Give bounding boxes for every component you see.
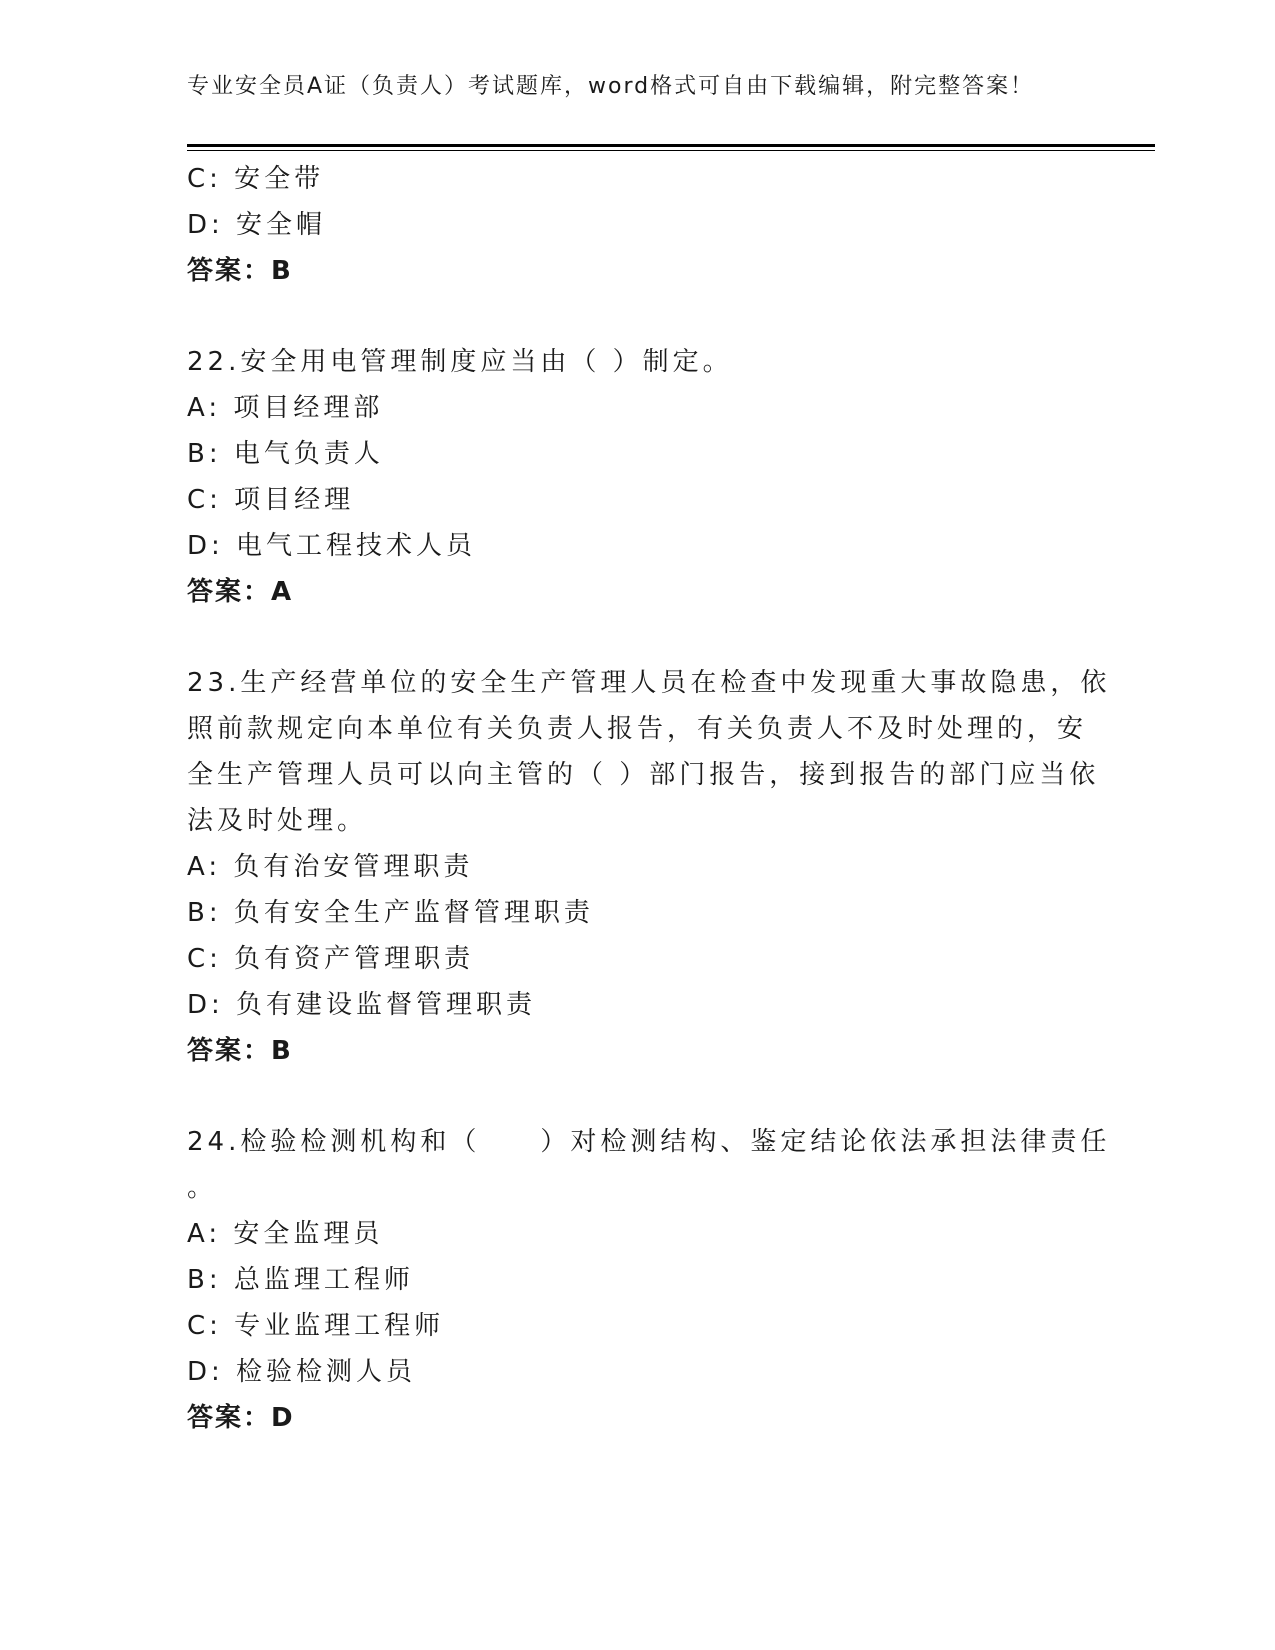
document-body — [187, 156, 1111, 1441]
question-text-line-3: 全生产管理人员可以向主管的（ ）部门报告，接到报告的部门应当依 — [187, 760, 1100, 790]
answer: 答案：B — [187, 1036, 293, 1066]
option-a: A: 安全监理员 — [187, 1219, 384, 1249]
answer: 答案：A — [187, 577, 294, 607]
option-a: A: 项目经理部 — [187, 393, 384, 423]
option-d: D: 电气工程技术人员 — [187, 531, 477, 561]
question-text-line-2: 。 — [187, 1173, 218, 1203]
option-a: A: 负有治安管理职责 — [187, 852, 474, 882]
question-22 — [187, 339, 1087, 615]
option-b: B: 电气负责人 — [187, 439, 384, 469]
question-fragment — [187, 156, 1087, 294]
option-c: C: 专业监理工程师 — [187, 1311, 445, 1341]
option-c: C: 项目经理 — [187, 485, 355, 515]
question-text-line-2: 照前款规定向本单位有关负责人报告，有关负责人不及时处理的，安 — [187, 714, 1088, 744]
option-d: D: 负有建设监督管理职责 — [187, 990, 537, 1020]
option-b: B: 负有安全生产监督管理职责 — [187, 898, 594, 928]
question-text-line-1: 24.检验检测机构和（ ）对检测结构、鉴定结论依法承担法律责任 — [187, 1127, 1111, 1157]
option-c: C: 负有资产管理职责 — [187, 944, 475, 974]
option-b: B: 总监理工程师 — [187, 1265, 414, 1295]
question-text: 22.安全用电管理制度应当由（ ）制定。 — [187, 347, 733, 377]
answer: 答案：D — [187, 1403, 295, 1433]
question-24 — [187, 1119, 1111, 1441]
header-rule-thin — [187, 150, 1155, 151]
answer: 答案：B — [187, 256, 293, 286]
option-d: D: 检验检测人员 — [187, 1357, 417, 1387]
option-d: D: 安全帽 — [187, 210, 327, 240]
question-text-line-1: 23.生产经营单位的安全生产管理人员在检查中发现重大事故隐患，依 — [187, 668, 1111, 698]
header-rule-thick — [187, 144, 1155, 147]
question-23 — [187, 660, 1111, 1074]
option-c: C: 安全带 — [187, 164, 325, 194]
question-text-line-4: 法及时处理。 — [187, 806, 368, 836]
page-header: 专业安全员A证（负责人）考试题库，word格式可自由下载编辑，附完整答案！ — [187, 74, 1035, 99]
